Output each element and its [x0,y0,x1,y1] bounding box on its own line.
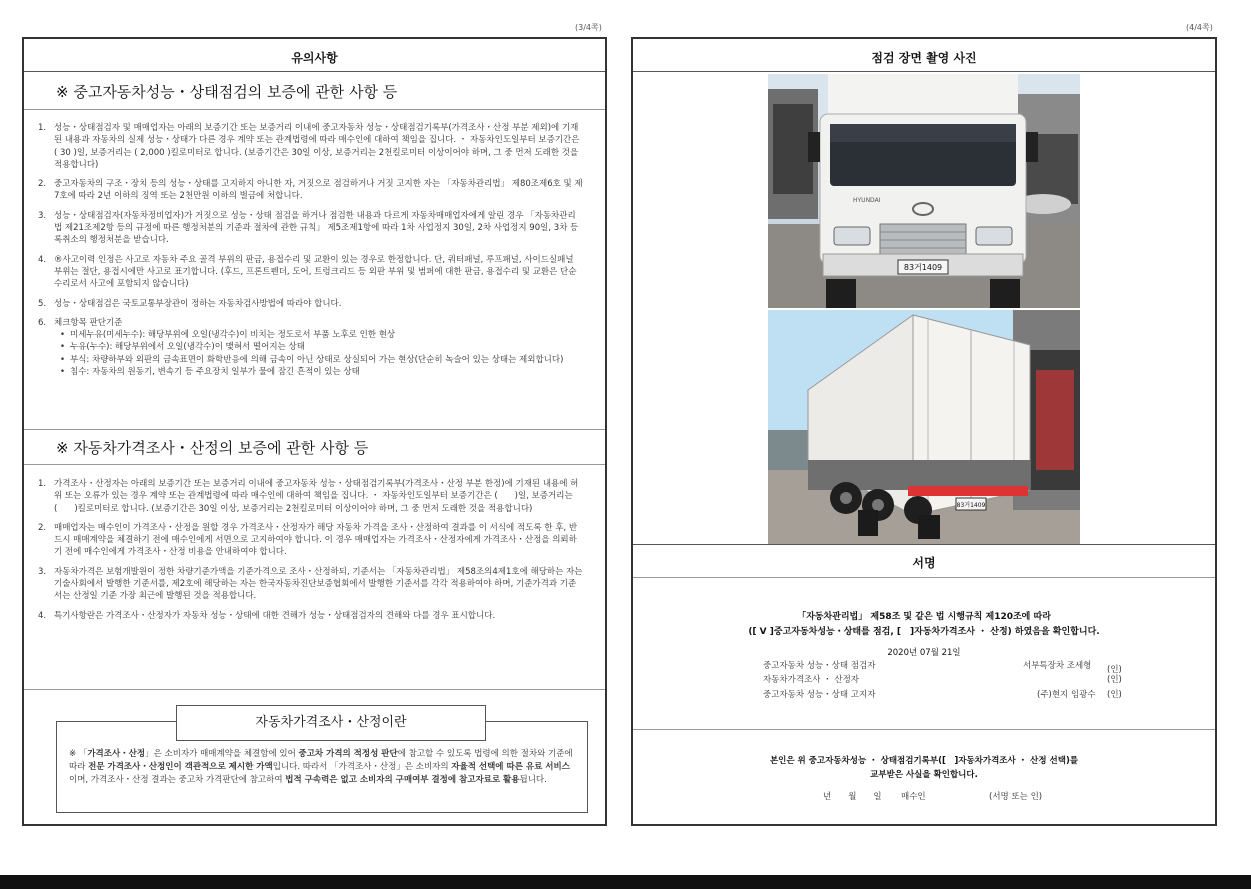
divider [633,71,1215,72]
list-item: 6. 체크항목 판단기준 • 미세누유(미세누수): 해당부위에 오일(냉각수)이 비치는 정도로서 부품 노후로 인한 현상 • 누유(누수): 해당부위에서 오일(냉각수)이 맺혀서 떨어지는 상태 • 부식: 차량하부와 외판의 금속표면이 화학반응에 의해 금속이 아닌 상태로 상실되어 가는 현상(단순히 녹슬어 있는 상태는 제외합니다) • 침수: 자동차의 원동기, 변속기 등 주요장치 일부가 물에 잠긴 흔적이 있는 상태 [38,317,583,378]
notice-panel [22,37,607,826]
bullet-item: • 누유(누수): 해당부위에서 오일(냉각수)이 맺혀서 떨어지는 상태 [54,341,583,353]
divider [633,729,1215,730]
signer-mark-notifier: (인) [1107,690,1122,700]
buyer-sign: (서명 또는 인) [989,792,1043,802]
right-page-number: (4/4쪽) [1186,23,1213,32]
left-page-number: (3/4쪽) [575,23,602,32]
list-item: 2. 중고자동차의 구조・장치 등의 성능・상태를 고지하지 아니한 자, 거짓으로 점검하거나 거짓 고지한 자는 「자동차관리법」 제80조제6호 및 제7호에 따라 2년 이하의 징역 또는 2천만원 이하의 벌금에 처합니다. [38,179,583,202]
bullet-item: • 미세누유(미세누수): 해당부위에 오일(냉각수)이 비치는 정도로서 부품 노후로 인한 현상 [54,329,583,341]
list-item: 2. 매매업자는 매수인이 가격조사・산정을 원할 경우 가격조사・산정자가 해당 자동차 가격을 조사・산정하여 결과를 이 서식에 적도록 한 후, 반드시 매매계약을 체결하기 전에 매수인에게 서면으로 고지하여야 합니다. 이 경우 매매업자는 가격조사・산정자에게 가격조사・산정을 의뢰하기 전에 매수인에게 가격조사・산정 비용을 안내하여야 합니다. [38,522,578,558]
list-item: 1. 가격조사・산정자는 아래의 보증기간 또는 보증거리 이내에 중고자동차 성능・상태점검기록부(가격조사・산정 부분 한정)에 기재된 내용에 허위 또는 오류가 있는 경우 계약 또는 관계법령에 따라 매수인에 대하여 책임을 집니다. ・ 자동차인도일부터 보증기간은 ( )일, 보증거리는 ( )킬로미터로 합니다. (보증기간은 30일 이상, 보증거리는 2천킬로미터 이상이어야 하며, 그 중 먼저 도래한 것을 적용합니다) [38,479,579,514]
buyer-date: 년 월 일 [823,792,882,802]
signer-mark-inspector: (인) [1107,665,1122,675]
notice-header: 유의사항 [291,51,338,65]
svg-text:HYUNDAI: HYUNDAI [853,197,881,204]
section2-title: ※ 자동차가격조사・산정의 보증에 관한 사항 등 [56,439,369,457]
signer-role-inspector: 중고자동차 성능・상태 점검자 [763,661,876,671]
svg-text:83거1409: 83거1409 [956,502,986,509]
confirm-line1: 본인은 위 중고자동차성능 ・ 상태점검기록부([ ]자동차가격조사 ・ 산정 선택)를 [769,756,1079,766]
bullet-item: • 부식: 차량하부와 외판의 금속표면이 화학반응에 의해 금속이 아닌 상태로 상실되어 가는 현상(단순히 녹슬어 있는 상태는 제외합니다) [54,354,583,366]
list-item: 3. 자동차가격은 보험개발원이 정한 차량기준가액을 기준가격으로 조사・산정하되, 기준서는 「자동차관리법」 제58조의4제1호에 해당하는 자는 기술사회에서 발행한 기준서를, 제2호에 해당하는 자는 한국자동차진단보증협회에서 발행한 기준서를 각각 적용하여야 하며, 기준가격과 기준서는 산정일 기준 가장 최근에 발행된 것을 적용합니다. [38,566,583,602]
section2-list [38,478,583,629]
truck-rear-photo [768,310,1080,544]
buyer-label: 매수인 [901,792,926,802]
list-item: 4. 특기사항란은 가격조사・산정자가 자동차 성능・상태에 대한 견해가 성능・상태점검자의 견해와 다를 경우 표시합니다. [38,610,496,621]
price-survey-box-title: 자동차가격조사・산정이란 [176,705,486,741]
statement-line1: 「자동차관리법」 제58조 및 같은 법 시행규칙 제120조에 따라 [797,612,1051,622]
bullet-item: • 침수: 자동차의 원동기, 변속기 등 주요장치 일부가 물에 잠긴 흔적이 있는 상태 [54,366,583,378]
truck-front-image [768,74,1080,308]
signer-mark-price: (인) [1107,675,1122,685]
signer-name-notifier: (주)현지 임광수 [1037,690,1096,700]
price-survey-description: ※ 「가격조사・산정」은 소비자가 매매계약을 체결함에 있어 중고차 가격의 적정성 판단에 참고할 수 있도록 법령에 의한 절차와 기준에 따라 전문 가격조사・산정인이 객관적으로 제시한 가액입니다. 따라서 「가격조사・산정」은 소비자의 자율적 선택에 따른 유료 서비스이며, 가격조사・산정 결과는 중고차 가격판단에 참고하여 법적 구속력은 없고 소비자의 구매여부 결정에 참고자료로 활용됩니다. [69,749,573,785]
svg-text:83거1409: 83거1409 [903,263,943,272]
divider [24,689,605,690]
list-item: 3. 성능・상태점검자(자동차정비업자)가 거짓으로 성능・상태 점검을 하거나 점검한 내용과 다르게 자동차매매업자에게 알린 경우 「자동차관리법 제21조제2항 등의 규정에 따른 행정처분의 기준과 절차에 관한 규칙」 제5조제1항에 따라 1차 사업정지 30일, 2차 사업정지 90일, 3차 등록취소의 행정처분을 받습니다. [38,210,579,246]
section1-list [38,122,583,385]
signer-role-price: 자동차가격조사 ・ 산정자 [763,675,860,685]
divider [24,109,605,110]
statement-date: 2020년 07월 21일 [887,648,961,658]
list-item: 4. ®사고이력 인정은 사고로 자동차 주요 골격 부위의 판금, 용접수리 및 교환이 있는 경우로 한정합니다. 단, 쿼터패널, 루프패널, 사이드실패널 부위는 절단, 용접시에만 사고로 표기합니다. (후드, 프론트펜더, 도어, 트렁크리드 등 외판 부위 및 범퍼에 대한 판금, 용접수리 및 교환은 단순수리로서 사고에 포함되지 않습니다) [38,254,577,290]
divider [24,464,605,465]
divider [24,71,605,72]
divider [633,544,1215,545]
divider [24,429,605,430]
list-item: 5. 성능・상태점검은 국토교통부장관이 정하는 자동차검사방법에 따라야 합니다. [38,298,342,309]
photo-signature-panel [631,37,1217,826]
statement-line2: ([ V ]중고자동차성능・상태를 점검, [ ]자동차가격조사 ・ 산정) 하였음을 확인합니다. [748,627,1100,637]
photo-header: 점검 장면 촬영 사진 [871,51,977,65]
signer-role-notifier: 중고자동차 성능・상태 고지자 [763,690,876,700]
truck-rear-image [768,310,1080,544]
truck-front-photo [768,74,1080,308]
bottom-bar [0,875,1251,889]
list-item: 1. 성능・상태점검자 및 매매업자는 아래의 보증기간 또는 보증거리 이내에 중고자동차 성능・상태점검기록부(가격조사・산정 부분 제외)에 기재된 내용과 자동차의 실제 성능・상태가 다른 경우 계약 또는 관계법령에 따라 매수인에 대하여 책임을 집니다. ・ 자동차인도일부터 보증기간은 ( 30 )일, 보증거리는 ( 2,000 )킬로미터로 합니다. (보증기간은 30일 이상, 보증거리는 2천킬로미터 이상이어야 하며, 그 중 먼저 도래한 것을 적용합니다) [38,123,580,170]
section1-title: ※ 중고자동차성능・상태점검의 보증에 관한 사항 등 [56,83,398,101]
signature-header: 서명 [912,556,936,570]
confirm-line2: 교부받은 사실을 확인합니다. [870,770,978,780]
signer-name-inspector: 서부특장차 조세형 [1023,661,1092,671]
divider [633,577,1215,578]
